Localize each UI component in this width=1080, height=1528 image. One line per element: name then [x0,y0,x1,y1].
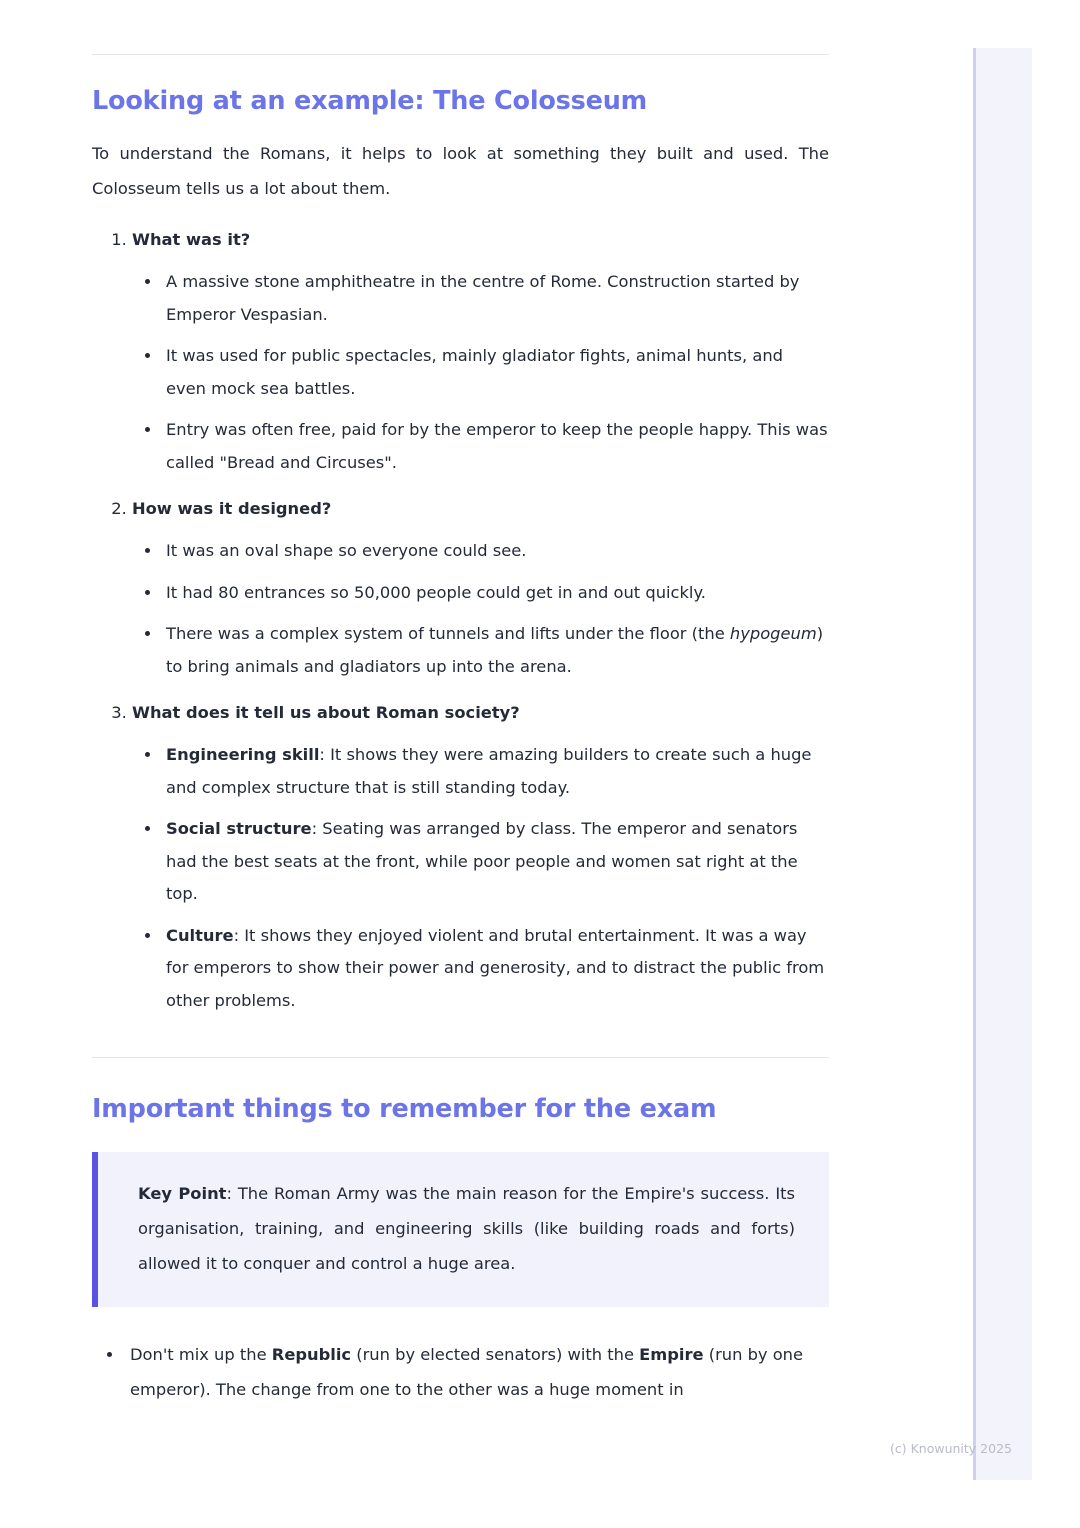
list-item [132,224,828,479]
question-heading: What does it tell us about Roman society? [132,703,520,722]
key-point-callout [92,1152,829,1307]
list-item: • It had 80 entrances so 50,000 people could get in and out quickly. [162,577,828,610]
intro-paragraph: To understand the Romans, it helps to look at something they built and used. The Colosseum tells us a lot about them. [92,144,829,198]
list-item [162,618,828,683]
sub-bullet-list [132,739,828,1017]
list-item [162,739,828,804]
bullet-lead: Social structure [166,819,312,838]
question-heading: How was it designed? [132,499,332,518]
exam-tips-list [92,1337,828,1407]
section-title-colosseum: Looking at an example: The Colosseum [92,86,648,116]
list-item: • Entry was often free, paid for by the emperor to keep the people happy. This was called "Bread and Circuses". [162,414,828,479]
top-divider [92,54,829,55]
bullet-text-before: There was a complex system of tunnels and lifts under the floor (the [166,624,730,643]
list-item: • It was an oval shape so everyone could see. [162,535,828,568]
list-item [162,920,828,1018]
tip-part-2: (run by elected senators) with the [351,1345,640,1364]
callout-lead: Key Point [138,1184,227,1203]
list-item: • It was used for public spectacles, mainly gladiator fights, animal hunts, and even mock sea battles. [162,340,828,405]
section-divider [92,1057,829,1058]
tip-part-3: (run by one emperor). The change from one to the other was a huge moment in [130,1345,804,1399]
list-item [162,813,828,911]
list-item [124,1337,830,1407]
sub-bullet-list [132,266,828,479]
bullet-text-after: ) to bring animals and gladiators up into the arena. [166,624,824,676]
section-title-exam: Important things to remember for the exam [92,1094,717,1124]
callout-body: : The Roman Army was the main reason for the Empire's success. Its organisation, training, and engineering skills (like building roads and forts) allowed it to conquer and control a huge area. [138,1184,795,1273]
bullet-lead: Engineering skill [166,745,320,764]
tip-part-1: Don't mix up the [130,1345,272,1364]
bullet-lead: Culture [166,925,234,945]
tip-bold-republic: Republic [271,1345,352,1364]
sub-bullet-list [132,535,828,683]
question-heading: What was it? [132,230,251,249]
list-item: • A massive stone amphitheatre in the centre of Rome. Construction started by Emperor Vespasian. [162,266,828,331]
numbered-question-list [92,224,828,1017]
watermark: (c) Knowunity 2025 [890,1441,1012,1456]
bullet-text: : It shows they enjoyed violent and brutal entertainment. It was a way for emperors to show their power and generosity, and to distract the public from other problems. [166,925,825,1010]
list-item [132,493,828,683]
tip-bold-empire: Empire [639,1345,704,1364]
callout-text [138,1176,795,1281]
latin-term: hypogeum [729,624,817,643]
scroll-gutter[interactable] [974,48,1032,1480]
scrollbar-track[interactable] [973,48,976,1480]
list-item [132,697,828,1017]
bullet-text: : It shows they were amazing builders to create such a huge and complex structure that is still standing today. [166,745,812,797]
bullet-text: : Seating was arranged by class. The emperor and senators had the best seats at the front, while poor people and women sat right at the top. [166,819,798,903]
